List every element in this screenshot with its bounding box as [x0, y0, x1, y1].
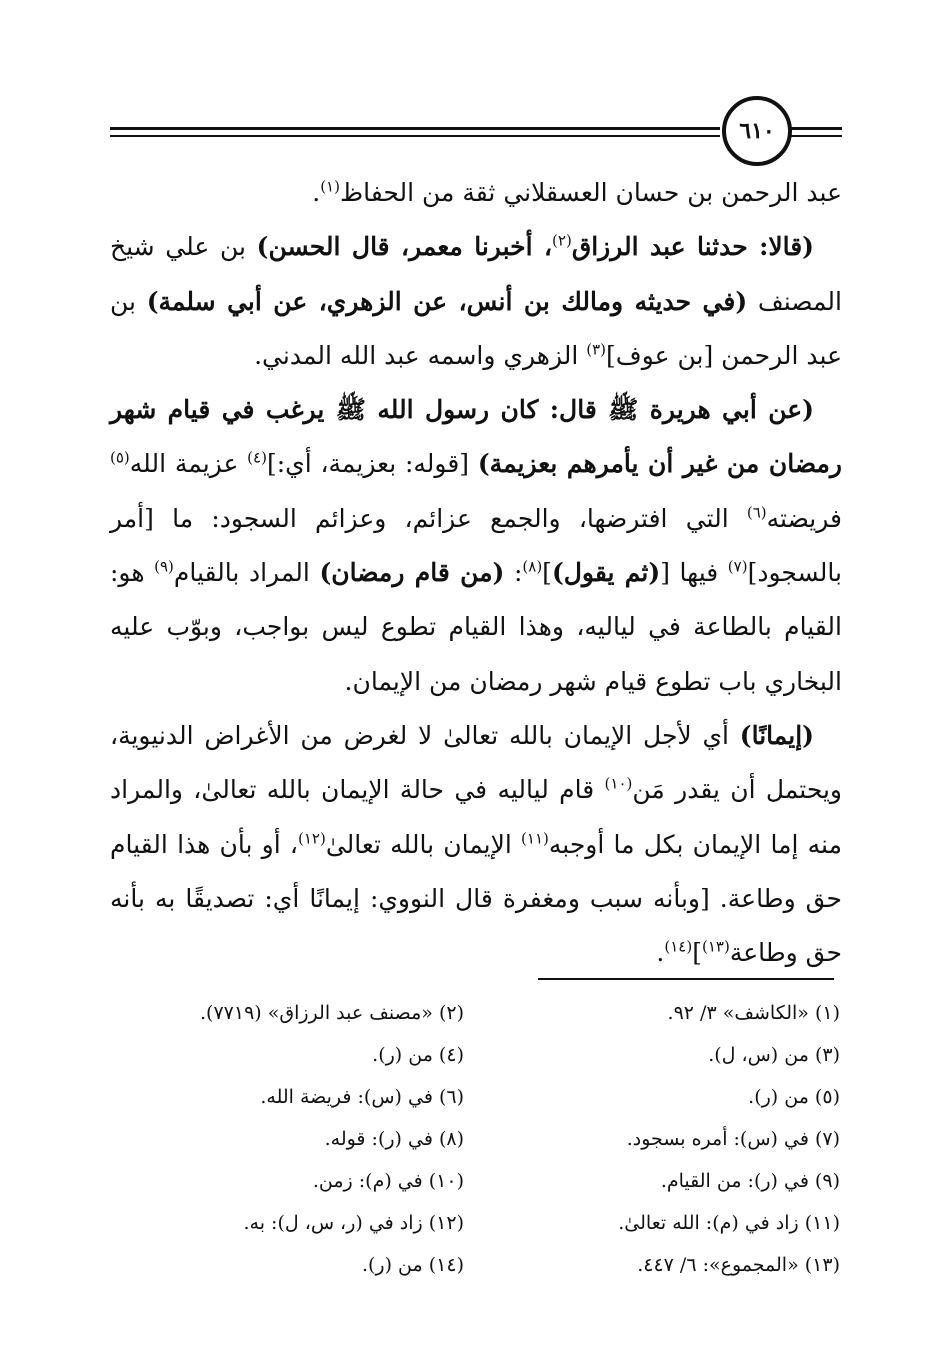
main-text: [110, 166, 842, 980]
footnote: (٥) من (ر).: [748, 1086, 840, 1108]
footnote: (١٢) زاد في (ر، س، ل): به.: [243, 1212, 464, 1234]
page-header: [110, 96, 842, 176]
footnote: (١٤) من (ر).: [361, 1254, 464, 1276]
header-rule: [110, 127, 720, 130]
footnote-divider: [538, 978, 834, 980]
page-number: ٦١٠: [722, 96, 792, 166]
footnote: (٦) في (س): فريضة الله.: [260, 1086, 464, 1108]
footnote: (١٣) «المجموع»: ٦/ ٤٤٧.: [637, 1254, 840, 1276]
paragraph: (إيمانًا) أي لأجل الإيمان بالله تعالىٰ لا لغرض من الأغراض الدنيوية، ويحتمل أن يقدر مَن$^{(١٠)}$ قام لياليه في حالة الإيمان بالله تعالىٰ، والمراد منه إما الإيمان بكل ما أوجبه$^{(١١)}$ الإيمان بالله تعالىٰ$^{(١٢)}$، أو بأن هذا القيام حق وطاعة. [وبأنه سبب ومغفرة قال النووي: إيمانًا أي: تصديقًا به بأنه حق وطاعة$^{(١٣)}$]$^{(١٤)}$.: [110, 720, 842, 968]
footnote: (١) «الكاشف» ٣/ ٩٢.: [667, 1002, 840, 1024]
header-rule: [790, 127, 842, 130]
paragraph: (قالا: حدثنا عبد الرزاق$^{(٢)}$، أخبرنا معمر، قال الحسن) بن علي شيخ المصنف (في حديثه ومالك بن أنس، عن الزهري، عن أبي سلمة) بن عبد الرحمن [بن عوف]$^{(٣)}$ الزهري واسمه عبد الله المدني.: [110, 231, 842, 370]
header-rule: [790, 135, 842, 137]
footnote: (٨) في (ر): قوله.: [324, 1128, 464, 1150]
footnote: (٢) «مصنف عبد الرزاق» (٧٧١٩).: [200, 1002, 464, 1024]
header-rule: [110, 135, 720, 137]
footnote: (٣) من (س، ل).: [708, 1044, 840, 1066]
footnote: (٤) من (ر).: [372, 1044, 464, 1066]
paragraph: (عن أبي هريرة ﷺ قال: كان رسول الله ﷺ يرغب في قيام شهر رمضان من غير أن يأمرهم بعزيمة) [قوله: بعزيمة، أي:]$^{(٤)}$ عزيمة الله$^{(٥)}$ فريضته$^{(٦)}$ التي افترضها، والجمع عزائم، وعزائم السجود: ما [أمر بالسجود]$^{(٧)}$ فيها [(ثم يقول)]$^{(٨)}$: (من قام رمضان) المراد بالقيام$^{(٩)}$ هو: القيام بالطاعة في لياليه، وهذا القيام تطوع ليس بواجب، وبوّب عليه البخاري باب تطوع قيام شهر رمضان من الإيمان.: [110, 395, 842, 696]
footnote: (٧) في (س): أمره بسجود.: [626, 1128, 840, 1150]
footnote: (١١) زاد في (م): الله تعالىٰ.: [618, 1212, 840, 1234]
paragraph: عبد الرحمن بن حسان العسقلاني ثقة من الحفاظ$^{(١)}$.: [312, 177, 842, 207]
footnote: (١٠) في (م): زمن.: [312, 1170, 464, 1192]
footnotes: [110, 992, 842, 1286]
footnote: (٩) في (ر): من القيام.: [660, 1170, 840, 1192]
